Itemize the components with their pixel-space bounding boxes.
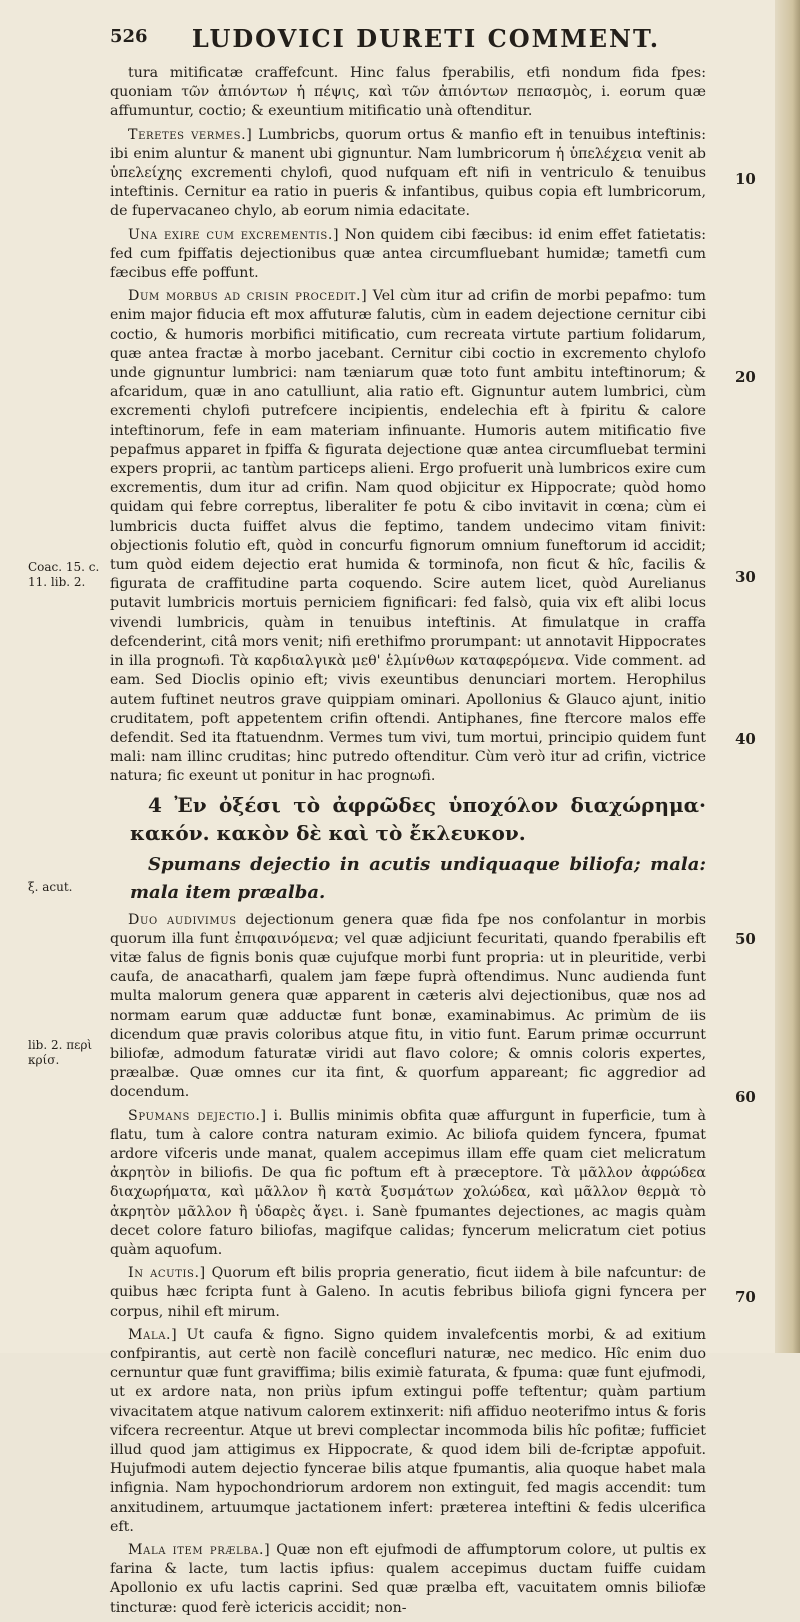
paragraph: Duo audivimus dejectionum genera quæ fida fpe nos confolantur in morbis quorum illa funt ἐπιφαινόμενα; vel quæ adjiciunt fecuritati, quando fperabilis eft vitæ falus de fignis bonis quæ cujufque morbi funt propria: ut in pleuritide, verbi caufa, de anacatharfi, qualem jam fæpe fuprà oftendimus. Nunc audienda funt multa malorum genera quæ apparent in cæteris alvi dejectionibus, quæ nos ad normam earum quæ adductæ funt bonæ, examinabimus. Ac primùm de iis dicendum quæ pravis coloribus atque fitu, in vitio funt. Earum primæ occurrunt biliofæ, admodum faturatæ viridi aut flavo colore; & omnis coloris expertes, præalbæ. Quæ omnes cur ita fint, & quorfum appareant; fic aggredior ad docendum.	[110, 911, 707, 1101]
paragraph-lemma: Una exire cum excrementis.]	[128, 226, 340, 243]
paragraph: tura mitificatæ craffefcunt. Hinc falus fperabilis, etfi nondum fida fpes: quoniam τῶν ἀπιόντων ἡ πέψις, καὶ τῶν ἀπιόντων πεπασμὸς, i. eorum quæ affumuntur, coctio; & exeuntium mitificatio unà oftenditur.	[110, 65, 706, 120]
line-number: 70	[735, 1288, 756, 1306]
paragraph: Una exire cum excrementis.] Non quidem cibi fæcibus: id enim effet fatietatis: fed cum fpiffatis dejectionibus quæ antea circumfluebant humidæ; tametfi cum fæcibus effe poffunt.	[110, 226, 706, 282]
aphorism-greek: 4 Ἐν ὀξέσι τὸ ἀφρῶδες ὑποχόλον διαχώρημα· κακόν. κακὸν δὲ καὶ τὸ ἔκλευκον.	[130, 792, 706, 845]
paragraph-lemma: In acutis.]	[128, 1265, 206, 1282]
paragraph-lemma: Mala item prælba.]	[128, 1542, 271, 1559]
running-head: LUDOVICI DURETI COMMENT.	[191, 24, 661, 53]
paragraph-lemma: Dum morbus ad crisin procedit.]	[128, 288, 368, 305]
aphorism-latin: Spumans dejectio in acutis undiquaque biliofa; mala: mala item præalba.	[130, 853, 706, 903]
page-number: 526	[110, 26, 148, 47]
paragraph: Teretes vermes.] Lumbricbs, quorum ortus & manfio eft in tenuibus inteftinis: ibi enim aluntur & manent ubi gignuntur. Nam lumbricorum ἡ ὑπελέχεια venit ab ὑπελείχης excrementi chylofi, quod nufquam eft nifi in ventriculo & tenuibus inteftinis. Cernitur ea ratio in pueris & infantibus, quibus copia eft lumbricorum, de fupervacaneo chylo, ab eorum nimia edacitate.	[110, 126, 706, 220]
line-number: 60	[735, 1088, 756, 1106]
paragraph: In acutis.] Quorum eft bilis propria generatio, ficut iidem à bile nafcuntur: de quibus hæc fcripta funt à Galeno. In acutis febribus biliofa gigni fyncera per corpus, nihil eft mirum.	[110, 1265, 707, 1320]
line-number: 50	[735, 930, 756, 948]
line-number: 10	[735, 170, 756, 188]
paragraph-lemma: Duo audivimus	[128, 911, 237, 928]
paragraph: Mala.] Ut caufa & figno. Signo quidem invalefcentis morbi, & ad exitium confpirantis, aut certè non facilè concefluri naturæ, nec medico. Hîc enim duo cernuntur quæ funt graviffima; bilis eximiè faturata, & fpuma: quæ funt ejufmodi, ut ex ardore nata, non priùs ipfum extingui poffe teftentur; quàm partium vivacitatem atque nativum calorem extinxerit: nifi affiduo neoterifmo intus & foris vifcera recreentur. Atque ut brevi complectar incommoda bilis hîc pofitæ; fufficiet illud quod jam attigimus ex Hippocrate, & quod idem bili de-fcriptæ appofuit. Hujufmodi autem dejectio fyncerae bilis atque fpumantis, alia quoque habet mala infignia. Nam hypochondriorum ardorem non extinguit, fed magis accendit: tum anxitudinem, artuumque jactationem infert: præterea inteftini & fedis ulcerifica eft.	[110, 1326, 706, 1535]
page-header	[110, 24, 700, 54]
line-number: 20	[735, 368, 756, 386]
paragraph: Mala item prælba.] Quæ non eft ejufmodi de affumptorum colore, ut pultis ex farina & lacte, tum lactis ipfius: qualem accepimus ductam fuiffe cuidam Apollonio ex ufu lactis caprini. Sed quæ prælba eft, vacuitatem omnis biliofæ tincturæ: quod ferè ictericis accidit; non-	[110, 1542, 706, 1616]
paragraph: Dum morbus ad crisin procedit.] Vel cùm itur ad crifin de morbi pepafmo: tum enim major fiducia eft mox affuturæ falutis, cùm in eadem dejectione cernitur cibi coctio, & humoris morbifici mitificatio, cum recreata virtute partium folidarum, quæ antea fractæ à morbo jacebant. Cernitur cibi coctio in excremento chylofo unde gignuntur lumbrici: nam tæniarum quæ toto funt ambitu inteftinorum; & afcaridum, quæ in ano catulliunt, alia ratio eft. Gignuntur autem lumbrici, cùm excrementi chylofi putrefcere incipientis, endelechia eft à fpiritu & calore inteftinorum, fefe in eam materiam infinuante. Humoris autem mitificatio five pepafmus apparet in fpiffa & figurata dejectione quæ antea circumfluebat termini expers proprii, ac tantùm particeps alieni. Ergo profuerit unà lumbricos exire cum excrementis, dum itur ad crifin. Nam quod objicitur ex Hippocrate; quòd homo quidam qui febre correptus, liberaliter fe potu & cibo invitavit in cœna; cùm ei lumbricis ducta fuiffet alvus die feptimo, tandem undecimo vitam finivit: objectionis folutio eft, quòd in concurfu fignorum omnium funeftorum id accidit; tum quòd eidem dejectio erat humida & torminofa, non ficut & hîc, facilis & figurata de craffitudine parta coquendo. Scire autem licet, quòd Aurelianus putavit lumbricis mortuis perniciem fignificari: fed falsò, quia vix eft alibi locus vivendi lumbricis, quàm in tenuibus inteftinis. At fimulatque in craffa defcenderint, citâ mors venit; nifi erethifmo prorumpant: ut annotavit Hippocrates in illa prognωfi. Τὰ καρδιαλγικὰ μεθ' ἑλμίνθων καταφερόμενα. Vide comment. ad eam. Sed Dioclis opinio eft; vivis exeuntibus denunciari mortem. Herophilus autem fuftinet neutros grave quippiam ominari. Apollonius & Glauco ajunt, initio cruditatem, poft appetentem crifin oftendi. Antiphanes, fine ftercore malos effe defendit. Sed ita ftatuendnm. Vermes tum vivi, tum mortui, principio quidem funt mali: nam illinc cruditas; hinc putredo oftenditur. Cùm verò itur ad crifin, victrice natura; fic exeunt ut ponitur in hac prognωfi.	[110, 288, 706, 785]
margin-note-acut: ξ. acut.	[28, 880, 73, 894]
paragraph-lemma: Mala.]	[128, 1326, 178, 1343]
margin-note-lib: lib. 2. περὶ κρίσ.	[28, 1038, 93, 1067]
paragraph-lemma: Spumans dejectio.]	[128, 1107, 267, 1124]
page-edge-shadow	[775, 0, 800, 1353]
line-number: 40	[735, 730, 756, 748]
paragraph-lemma: Teretes vermes.]	[128, 126, 253, 143]
commentary-body	[110, 64, 706, 1622]
margin-note-coac: Coac. 15. c. 11. lib. 2.	[28, 560, 100, 589]
line-number: 30	[735, 568, 756, 586]
paragraph: Spumans dejectio.] i. Bullis minimis obfita quæ affurgunt in fuperficie, tum à flatu, tum à calore contra naturam eximio. Ac biliofa quidem fyncera, fpumat ardore vifceris unde manat, qualem accepimus illam effe quam ciet melicratum ἀκρητὸν in biliofis. De qua fic poftum eft à præceptore. Τὰ μᾶλλον ἀφρώδεα διαχωρήματα, καὶ μᾶλλον ἢ κατὰ ξυσμάτων χολώδεα, καὶ μᾶλλον θερμὰ τὸ ἀκρητὸν μᾶλλον ἢ ὑδαρὲς ἄγει. i. Sanè fpumantes dejectiones, ac magis quàm decet colore faturo biliofas, magifque calidas; fyncerum melicratum ciet potius quàm aquofum.	[110, 1107, 706, 1258]
